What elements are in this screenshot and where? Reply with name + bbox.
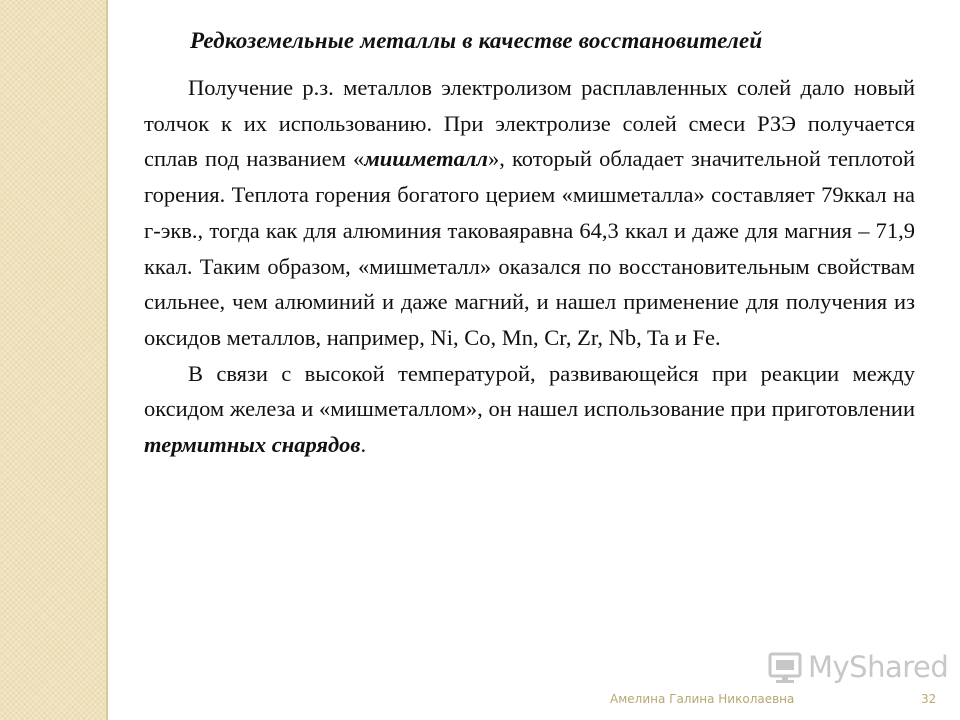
slide-title: Редкоземельные металлы в качестве восстановителей xyxy=(190,28,763,53)
paragraph-1-text-a: Получение р.з. металлов электролизом расплавленных солей дало новый толчок к их использованию. При электролизе солей смеси РЗЭ получается сплав под названием « xyxy=(144,75,915,172)
side-divider xyxy=(106,0,108,720)
watermark-text: MyShared xyxy=(808,650,949,684)
slide-body xyxy=(144,70,915,463)
paragraph-2 xyxy=(144,356,915,463)
paragraph-1-text-b: », который обладает значительной теплотой горения. Теплота горения богатого церием «мишметалла» составляет 79ккал на г-экв., тогда как для алюминия таковаяравна 64,3 ккал и даже для магния – 71,9 ккал. Таким образом, «мишметалл» оказался по восстановительным свойствам сильнее, чем алюминий и даже магний, и нашел применение для получения из оксидов металлов, например, Ni, Co, Mn, Cr, Zr, Nb, Ta и Fe. xyxy=(144,146,915,350)
term-thermite-shells: термитных снарядов xyxy=(144,432,361,458)
paragraph-2-text-a: В связи с высокой температурой, развивающейся при реакции между оксидом железа и «мишметаллом», он нашел использование при приготовлении xyxy=(144,360,915,422)
decorative-side-strip xyxy=(0,0,106,720)
watermark xyxy=(768,650,948,684)
footer-author: Амелина Галина Николаевна xyxy=(610,692,795,706)
term-mischmetal: мишметалл xyxy=(364,146,488,172)
page-number: 32 xyxy=(921,692,937,706)
paragraph-1 xyxy=(144,70,915,356)
paragraph-2-text-b: . xyxy=(360,432,367,458)
myshared-logo-icon xyxy=(768,650,804,684)
